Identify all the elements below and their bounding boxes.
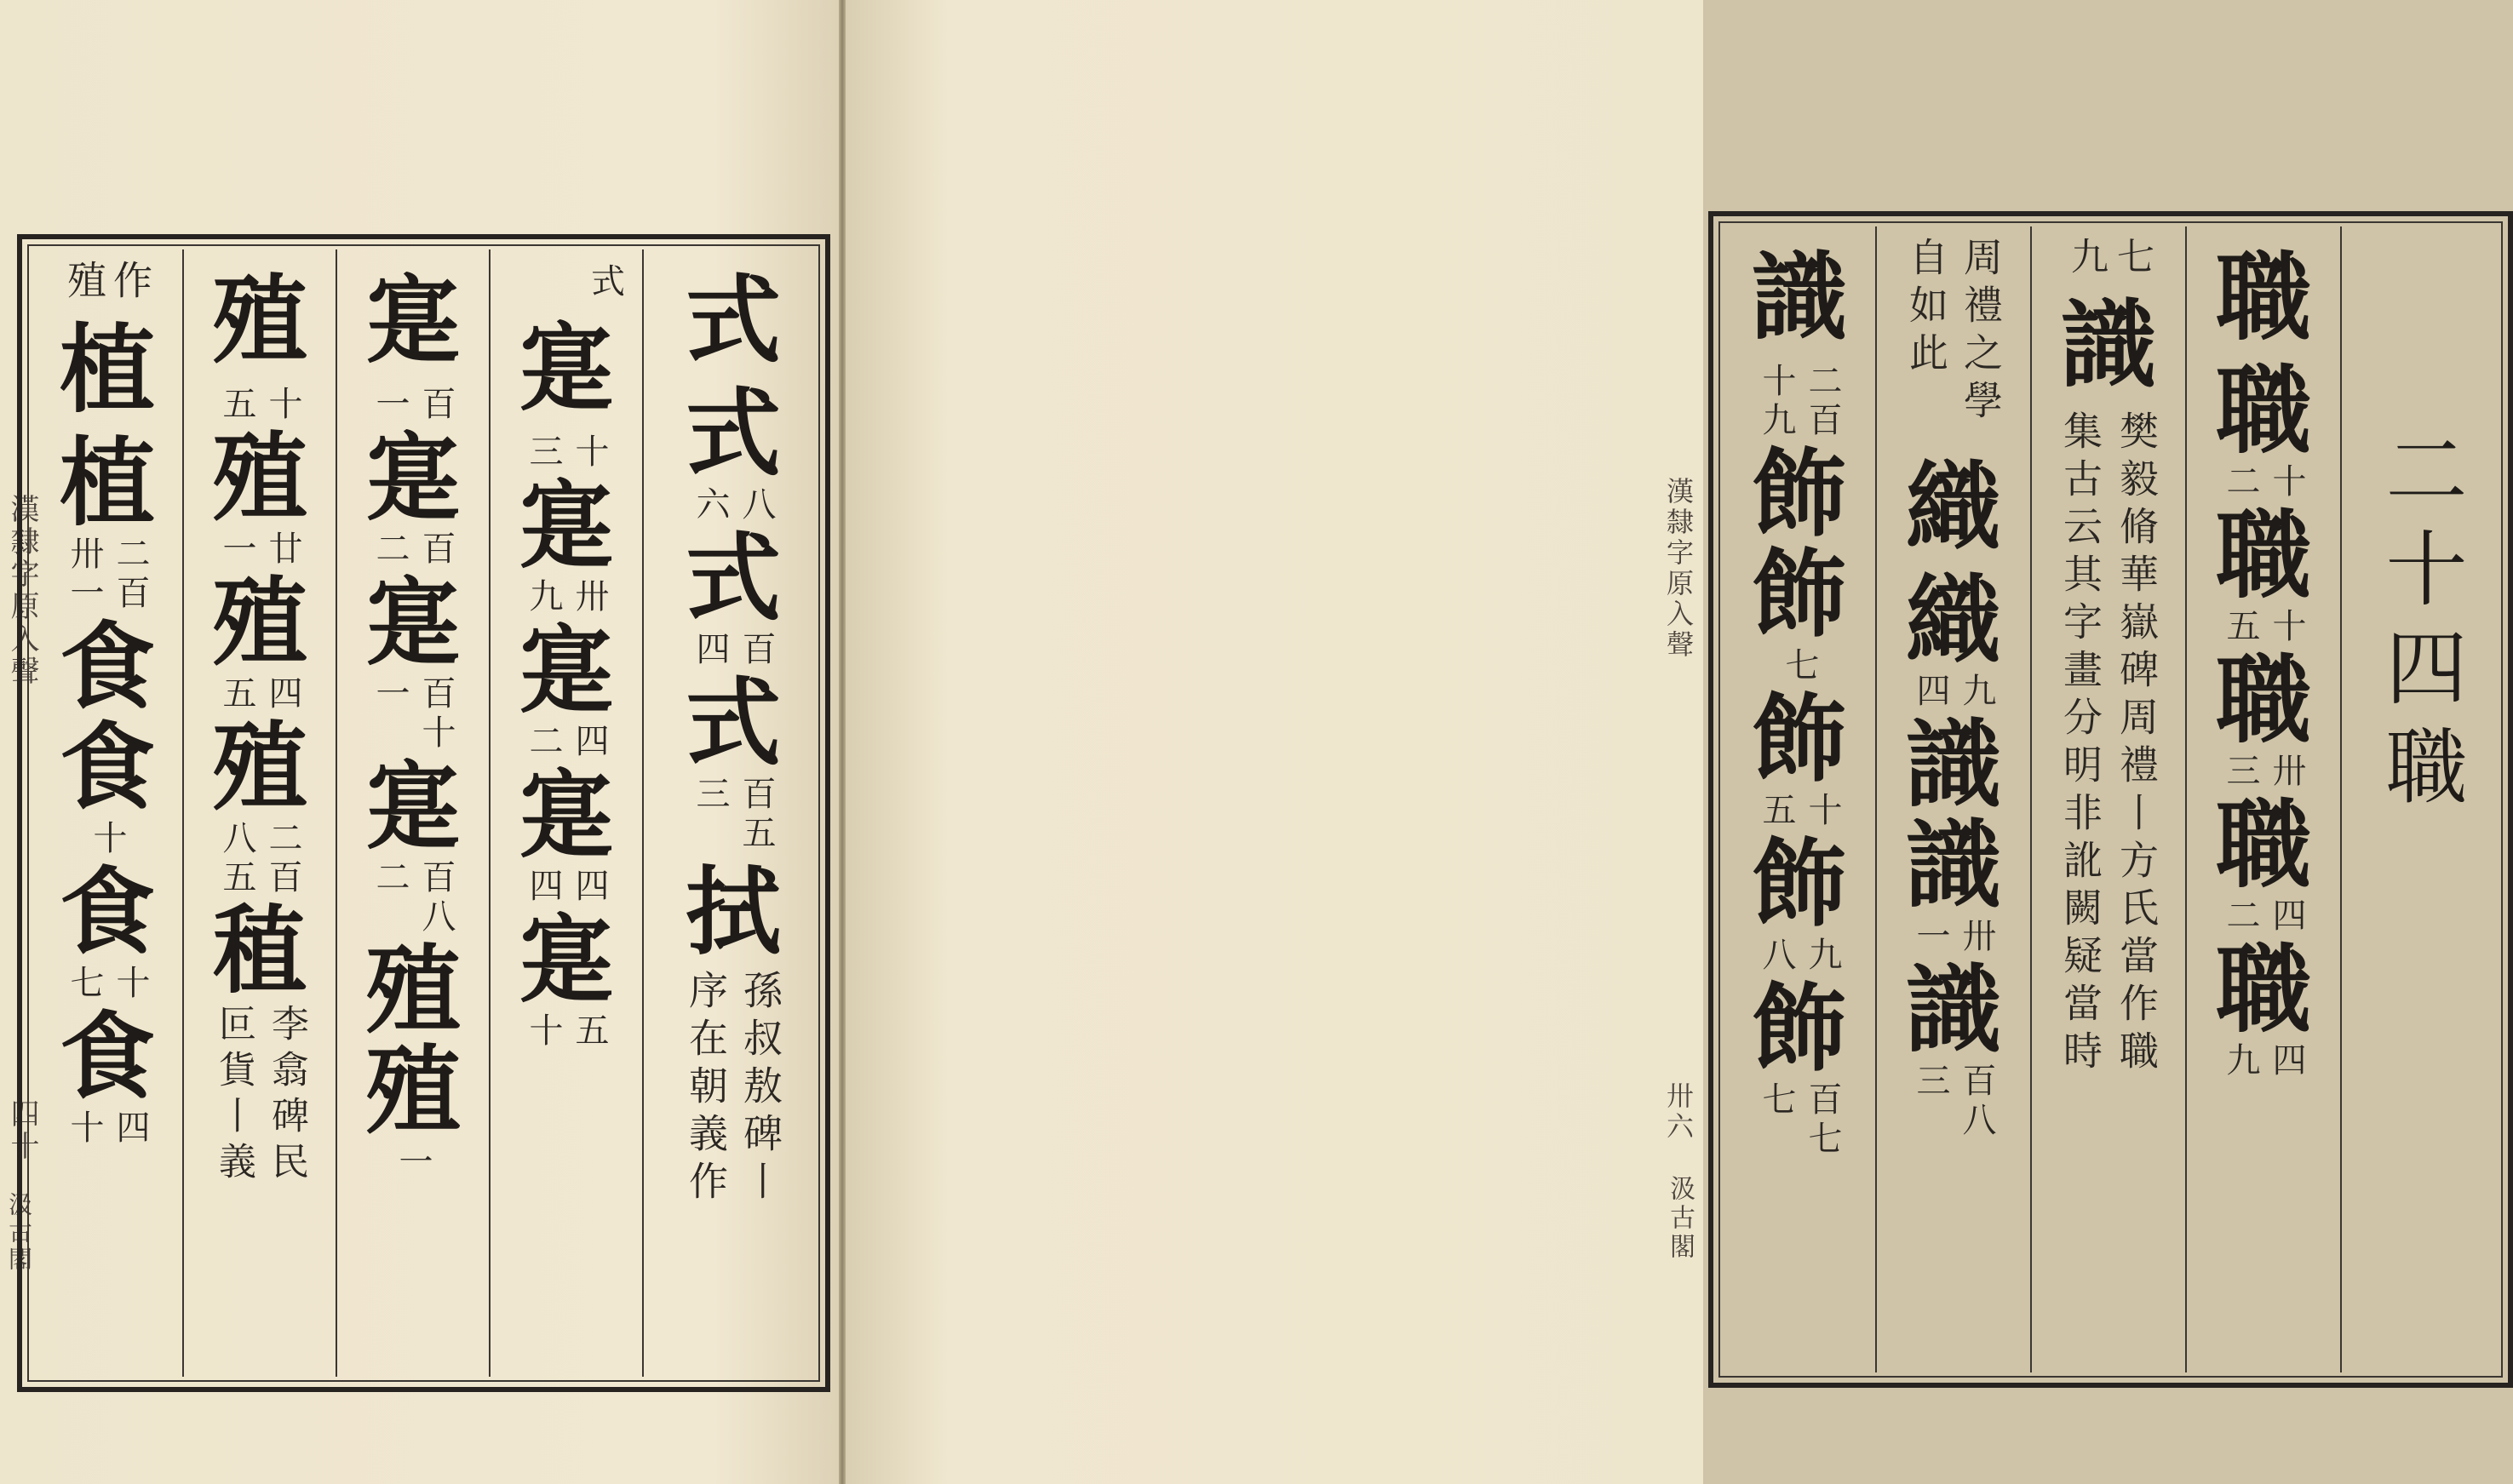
entry-ref [1779,647,1820,686]
entry-char: 識 [1906,954,2001,1066]
ref-number: 九 [1803,937,1842,976]
entry-char: 殖 [365,1035,461,1147]
ref-number: 二 [370,530,410,570]
right-page-frame [1708,211,2513,1388]
ref-number: 百 [737,631,776,670]
column-shi [644,246,823,1380]
entry-char: 殖 [212,265,307,376]
note-left: 自如此 [1903,237,1949,380]
ref-number: 卅一 [65,536,104,614]
ref-number: 百 [416,530,456,570]
ref-number: 廿 [263,530,302,570]
entry-ref [690,631,777,670]
ref-number: 十 [111,965,150,1004]
note-right: 周禮之學 [1958,237,2004,427]
left-margin-page-number: 四十 [5,1098,39,1163]
note-right: 李翕碑民 [265,1004,308,1188]
entry-char: 殖 [212,567,307,679]
right-margin-publisher: 汲古閣 [1665,1175,1695,1262]
ref-number: 十 [1803,792,1842,831]
note-left: 集古云其字畫分明非訛闕疑當時 [2057,410,2103,1078]
column-zhi-job [2187,223,2340,1376]
entry-char: 職 [2216,645,2311,756]
ref-number: 三 [2221,753,2260,792]
ref-number: 七 [65,965,104,1004]
right-margin-title: 漢隸字原入聲 [1662,477,1695,661]
ref-number: 四 [691,631,730,670]
ref-number: 卅 [570,578,609,617]
ref-number: 一 [217,530,256,570]
ref-number: 二 [2221,897,2260,937]
ref-number: 三 [524,433,563,473]
entry-char: 職 [2216,934,2311,1046]
ref-number: 九 [2221,1042,2260,1081]
entry-char: 寔 [365,567,461,679]
column-shi-3 [337,246,489,1380]
ref-number: 百八 [416,859,456,937]
entry-ref [523,578,610,617]
entry-ref [690,486,777,525]
ref-number: 百 [416,386,456,425]
entry-char: 識 [1906,810,2001,921]
note-left: 叵貨丨義 [212,1004,255,1188]
entry-ref [1910,918,1997,957]
entry-char: 職 [2216,500,2311,611]
ref-number: 卅 [1957,918,1996,957]
ref-number: 一 [370,386,410,425]
left-frame-inner [27,244,820,1382]
entry-char: 式 [686,265,781,376]
left-margin-publisher: 汲古閣 [5,1192,33,1274]
entry-char: 式 [686,668,781,779]
entry-char: 寔 [519,470,614,582]
head-left: 殖 [61,260,107,304]
entry-ref [2220,897,2307,937]
entry-ref [216,386,303,425]
ref-number: 二百 [263,820,302,898]
entry-char: 識 [1752,242,1847,353]
column-head [61,260,153,304]
entry-char: 植 [60,314,155,426]
entry-ref [523,868,610,907]
ref-number: 一 [1911,918,1950,957]
ref-number: 一 [370,675,410,714]
note-left: 序在朝義作 [683,970,729,1208]
entry-ref [216,820,303,898]
book-gutter [839,0,846,1484]
ref-number: 七 [1757,1081,1796,1120]
column-note [209,1004,310,1242]
ref-number: 二百 [111,536,150,614]
ref-number: 五 [217,675,256,714]
column-shi-decorate [1724,223,1875,1376]
entry-char: 寔 [365,422,461,534]
entry-char: 織 [1906,564,2001,676]
ref-number: 四 [524,868,563,907]
ref-number: 四 [1911,673,1950,712]
column-note [681,970,785,1276]
heading-column [2342,223,2499,1376]
ref-number: 五 [217,386,256,425]
ref-number: 九 [1957,673,1996,712]
ref-number: 五 [2221,608,2260,647]
entry-ref [2220,1042,2307,1081]
head-right: 七 [2110,237,2154,279]
column-shi-know [2032,223,2185,1376]
right-frame-inner [1718,221,2503,1378]
ref-number: 九 [524,578,563,617]
entry-char: 飾 [1752,438,1847,550]
entry-ref [370,386,456,425]
head-left: 九 [2064,237,2108,279]
left-page-frame [17,234,830,1392]
ref-number: 八五 [217,820,256,898]
entry-char: 稙 [212,896,307,1007]
column-note [2055,410,2162,1296]
entry-ref [1910,1063,1997,1141]
entry-ref [64,1109,151,1149]
entry-char: 識 [1906,709,2001,821]
ref-number: 百五 [737,776,776,854]
entry-char: 式 [686,523,781,634]
ref-number: 四 [570,723,609,762]
entry-ref [2220,753,2307,792]
entry-ref [370,530,456,570]
ref-number: 十九 [1757,363,1796,441]
note-right: 孫叔敖碑丨 [737,970,783,1208]
section-heading: 二十四職 [2372,427,2468,822]
right-page [846,0,2468,1484]
right-margin-page-number: 卅六 [1662,1081,1695,1143]
ref-number: 二 [2221,463,2260,502]
entry-char: 飾 [1752,973,1847,1085]
left-page [0,0,839,1484]
head-right: 作 [107,260,153,304]
entry-ref [690,776,777,854]
ref-number: 百八 [1957,1063,1996,1141]
ref-number: 十 [2267,463,2306,502]
entry-char: 殖 [212,712,307,823]
entry-char: 拭 [686,857,781,968]
entry-char: 植 [60,427,155,539]
column-head [2065,237,2152,279]
entry-char: 職 [2216,242,2311,353]
entry-ref [2220,463,2307,502]
ref-number: 百十 [416,675,456,753]
entry-char: 殖 [365,935,461,1046]
column-zhi-shi [32,246,182,1380]
entry-ref [523,433,610,473]
column-head: 式 [591,262,625,301]
ref-number: 三 [1911,1063,1950,1102]
ref-number: 七 [1780,647,1819,686]
entry-char: 食 [60,1001,155,1113]
ref-number: 十 [524,1012,563,1051]
column-zhi [184,246,336,1380]
ref-number: 二百 [1803,363,1842,441]
entry-ref [64,965,151,1004]
ref-number: 四 [111,1109,150,1149]
ref-number: 十 [2267,608,2306,647]
ref-number: 八 [737,486,776,525]
entry-ref [1756,792,1843,831]
column-shi-2 [491,246,642,1380]
entry-ref [370,859,456,937]
ref-number: 五 [1757,792,1796,831]
entry-char: 食 [60,611,155,723]
entry-char: 職 [2216,789,2311,901]
entry-char: 寔 [365,265,461,376]
ref-number: 三 [691,776,730,815]
entry-ref [87,820,128,859]
ref-number: 四 [263,675,302,714]
entry-char: 識 [2061,289,2156,401]
ref-number: 十 [65,1109,104,1149]
entry-ref [1756,1081,1843,1160]
entry-char: 飾 [1752,828,1847,940]
entry-char: 織 [1906,451,2001,563]
entry-ref [523,1012,610,1051]
entry-char: 飾 [1752,539,1847,650]
entry-ref [1756,363,1843,441]
entry-char: 寔 [519,312,614,424]
entry-char: 食 [60,857,155,968]
entry-char: 職 [2216,355,2311,467]
entry-char: 寔 [519,759,614,871]
entry-char: 式 [686,378,781,490]
entry-char: 寔 [519,904,614,1016]
ref-number: 二 [370,859,410,898]
entry-char: 寔 [519,615,614,726]
ref-number: 百七 [1803,1081,1842,1160]
entry-ref [1910,673,1997,712]
ref-number: 六 [691,486,730,525]
ref-number: 二 [524,723,563,762]
entry-char: 飾 [1752,684,1847,795]
entry-ref [523,723,610,762]
ref-number: 十 [263,386,302,425]
entry-ref [2220,608,2307,647]
entry-ref [393,1143,433,1183]
left-margin-title: 漢隸字原入聲 [5,494,39,688]
ref-number: 十 [88,820,127,859]
entry-char: 食 [60,712,155,823]
column-note [1902,237,2005,441]
entry-char: 寔 [365,751,461,862]
entry-char: 殖 [212,422,307,534]
ref-number: 四 [570,868,609,907]
note-right: 樊毅脩華嶽碑周禮丨方氏當作職 [2114,410,2160,1078]
ref-number: 四 [2267,897,2306,937]
entry-ref [216,675,303,714]
ref-number: 卅 [2267,753,2306,792]
ref-number: 一 [393,1143,433,1183]
ref-number: 五 [570,1012,609,1051]
entry-ref [64,536,151,614]
entry-ref [1756,937,1843,976]
column-zhi-weave [1877,223,2030,1376]
ref-number: 十 [570,433,609,473]
entry-ref [216,530,303,570]
entry-ref [370,675,456,753]
ref-number: 四 [2267,1042,2306,1081]
ref-number: 八 [1757,937,1796,976]
